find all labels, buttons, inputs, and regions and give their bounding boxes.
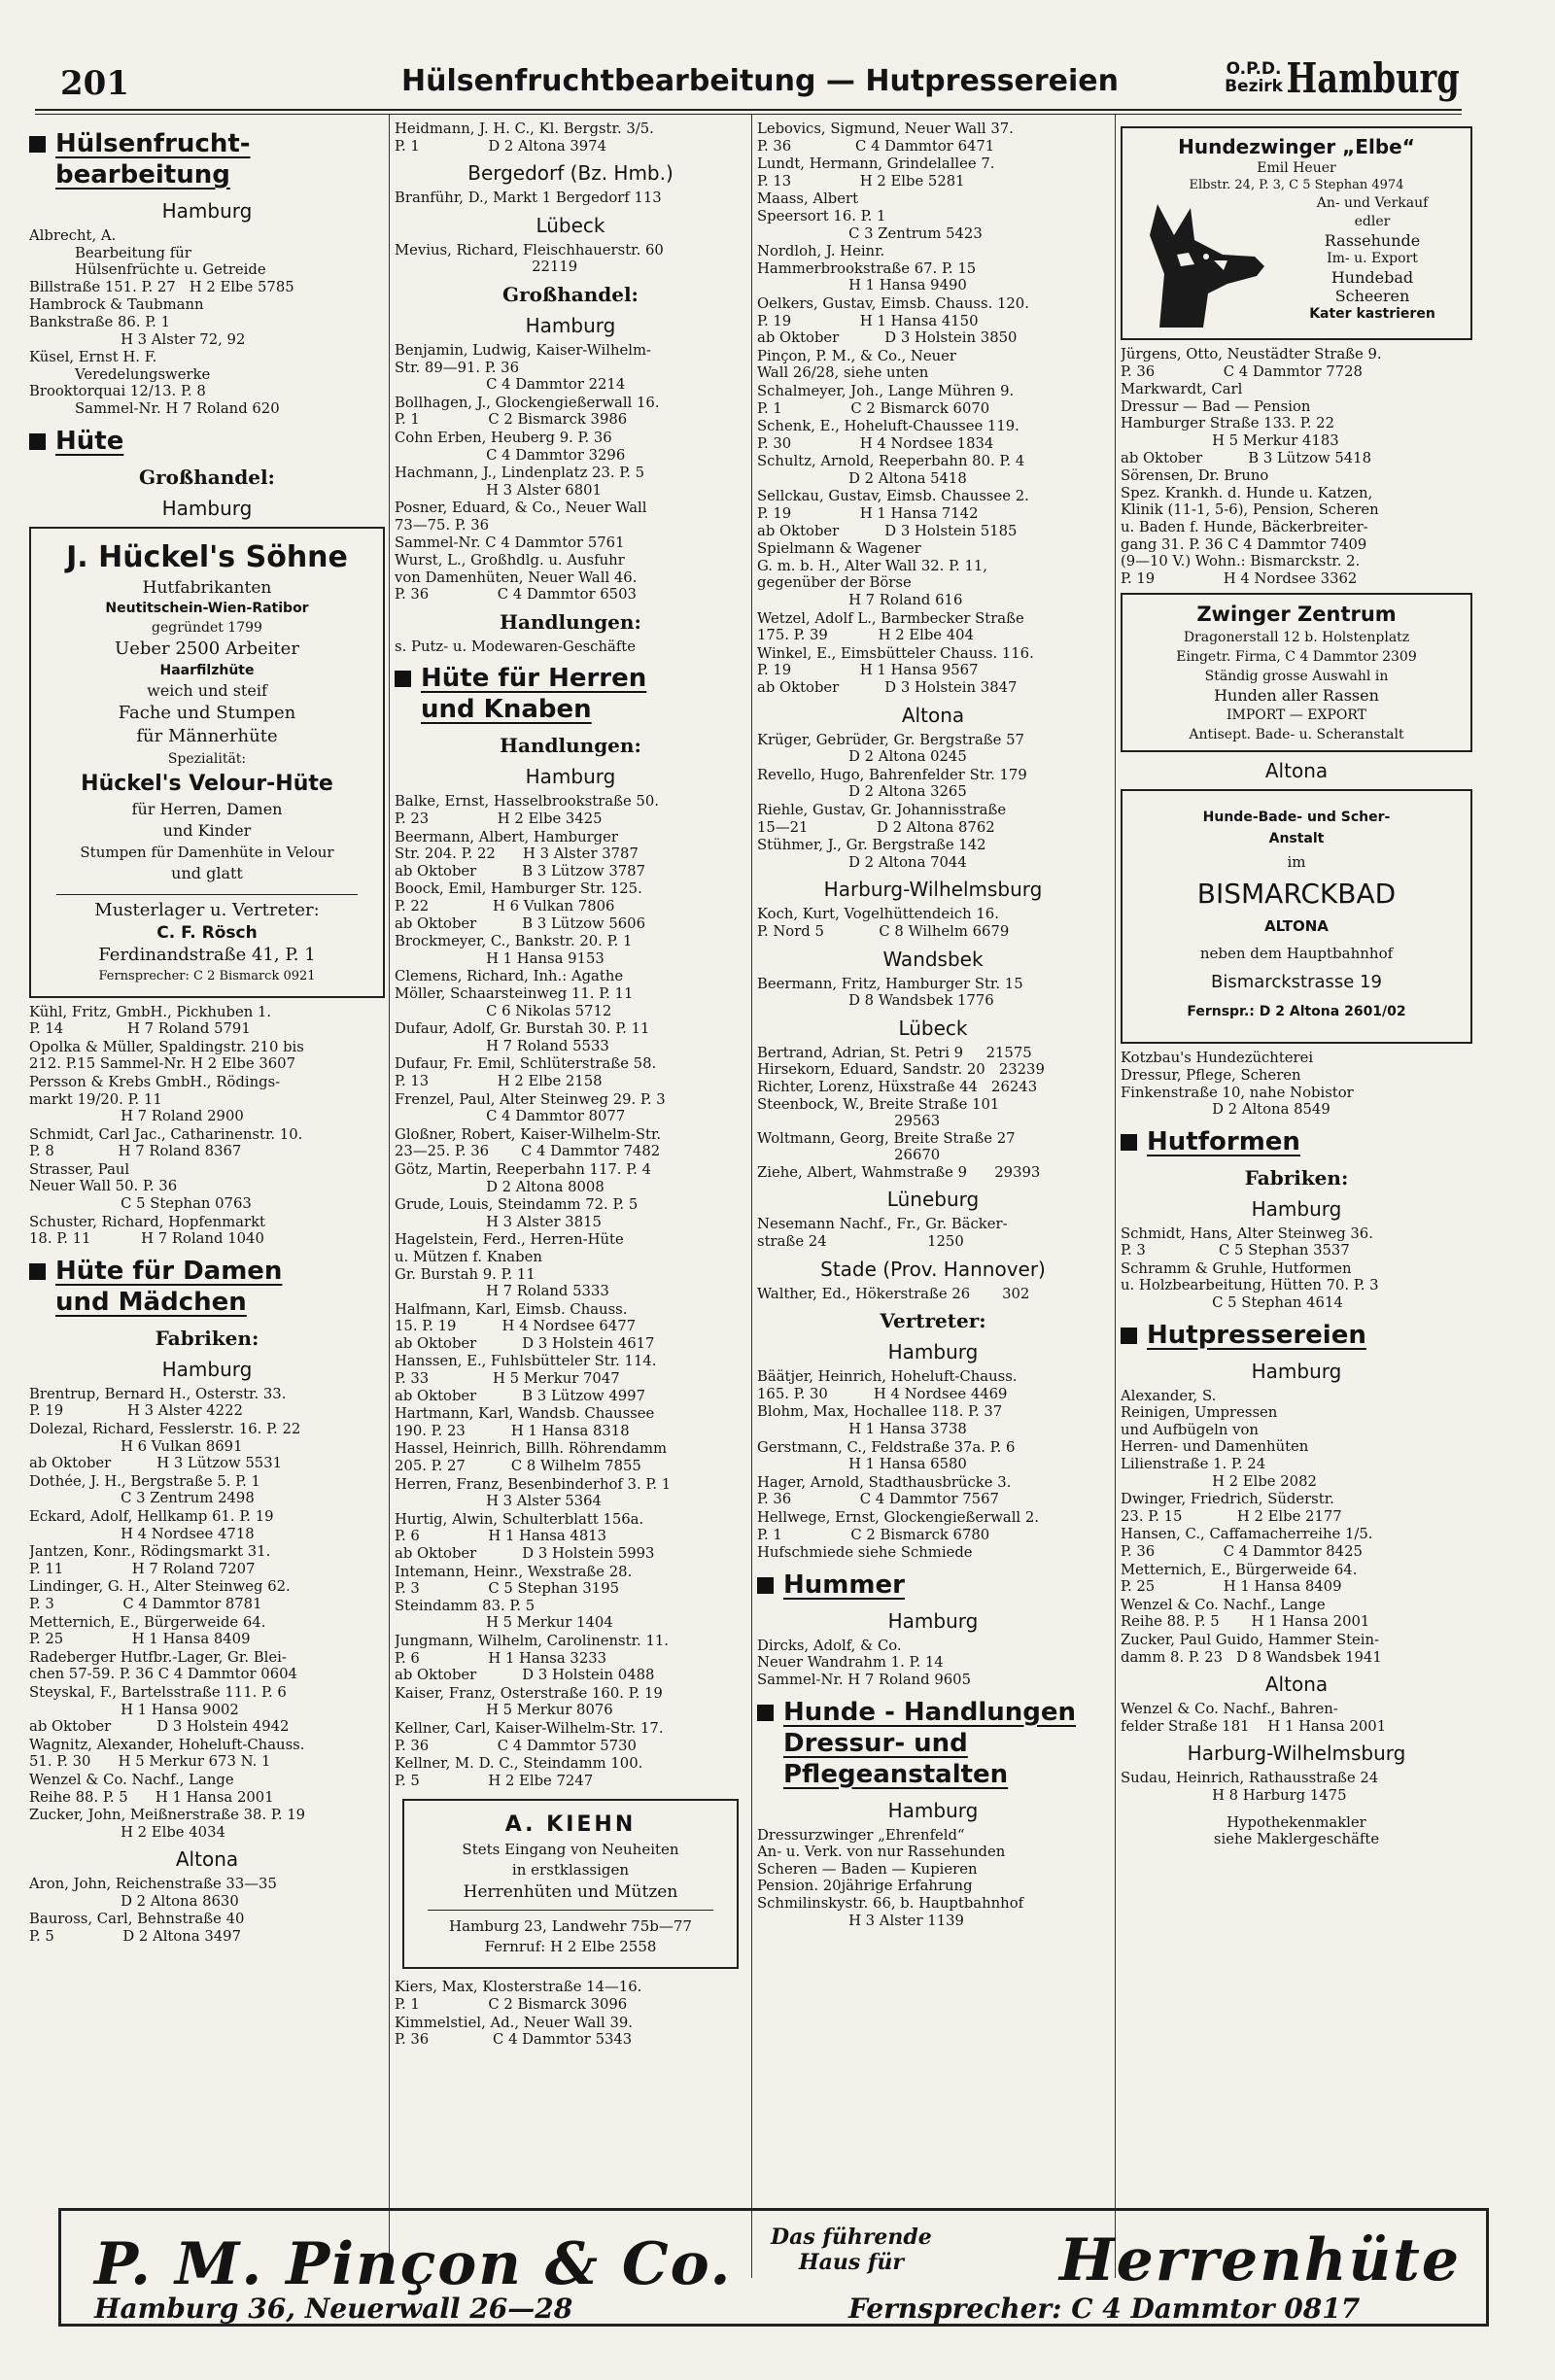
directory-entry: Posner, Eduard, & Co., Neuer Wall 73—75. P. 36 Sammel-Nr. C 4 Dammtor 5761 xyxy=(395,500,647,551)
directory-entry: Bäätjer, Heinrich, Hoheluft-Chauss. 165. P. 30 H 4 Nordsee 4469 xyxy=(757,1368,1018,1402)
directory-entry: Beermann, Fritz, Hamburger Str. 15 D 8 Wandsbek 1776 xyxy=(757,975,1023,1010)
section-heading xyxy=(1121,1126,1472,1157)
ad-line: Hunde-Bade- und Scher- xyxy=(1202,810,1391,826)
directory-entry: Strasser, Paul Neuer Wall 50. P. 36 C 5 Stephan 0763 xyxy=(29,1160,252,1213)
header-city: Hamburg xyxy=(1286,54,1460,102)
ad-title: BISMARCKBAD xyxy=(1196,878,1397,911)
ad-line: Ständig grosse Auswahl in xyxy=(1204,669,1389,685)
ad-line: ALTONA xyxy=(1264,917,1329,936)
column-divider xyxy=(751,115,752,2278)
directory-entry: Hellwege, Ernst, Glockengießerwall 2. P. 1 C 2 Bismarck 6780 xyxy=(757,1509,1039,1543)
directory-entry: Spielmann & Wagener G. m. b. H., Alter Wall 32. P. 11, gegenüber der Börse H 7 Roland 616 xyxy=(757,540,987,609)
directory-entry: Grude, Louis, Steindamm 72. P. 5 H 3 Alster 3815 xyxy=(395,1196,639,1230)
directory-entry: Mevius, Richard, Fleischhauerstr. 60 22119 xyxy=(395,241,664,276)
ad-line: für Männerhüte xyxy=(136,725,278,746)
city-heading: Harburg-Wilhelmsburg xyxy=(823,878,1043,902)
directory-entry: Dressurzwinger „Ehrenfeld“ An- u. Verk. von nur Rassehunden Scheren — Baden — Kupieren Pension. 20jährige Erfahrung Schmilinskystr. 66, b. Hauptbahnhof H 3 Alster 1139 xyxy=(757,1826,1024,1929)
ad-line: Hückel's Velour-Hüte xyxy=(81,771,333,796)
section-bullet-icon xyxy=(29,136,46,153)
ad-line: Eingetr. Firma, C 4 Dammtor 2309 xyxy=(1176,649,1417,666)
directory-entry: Krüger, Gebrüder, Gr. Bergstraße 57 D 2 Altona 0245 xyxy=(757,731,1024,766)
ad-title: Zwinger Zentrum xyxy=(1196,603,1397,627)
directory-entry: Walther, Ed., Hökerstraße 26 302 xyxy=(757,1285,1030,1302)
ad-line: weich und steif xyxy=(147,680,267,700)
city-heading: Bergedorf (Bz. Hmb.) xyxy=(467,161,674,186)
city-heading: Altona xyxy=(1264,1673,1329,1697)
directory-entry: Radeberger Hutfbr.-Lager, Gr. Blei- chen 57-59. P. 36 C 4 Dammtor 0604 xyxy=(29,1648,297,1683)
running-title: Hülsenfruchtbearbeitung — Hutpressereien xyxy=(401,64,1119,98)
column-2 xyxy=(395,121,746,2283)
directory-entry: Metternich, E., Bürgerweide 64. P. 25 H 1 Hansa 8409 xyxy=(1121,1561,1358,1596)
city-heading: Lüneburg xyxy=(886,1188,980,1212)
ad-line: Kater kastrieren xyxy=(1309,306,1435,322)
city-heading: Hamburg xyxy=(1251,1359,1342,1383)
directory-entry: Alexander, S. Reinigen, Umpressen und Aufbügeln von Herren- und Damenhüten Lilienstraße 1. P. 24 H 2 Elbe 2082 xyxy=(1121,1387,1317,1490)
directory-entry: Götz, Martin, Reeperbahn 117. P. 4 D 2 Altona 8008 xyxy=(395,1160,651,1195)
directory-entry: Hurtig, Alwin, Schulterblatt 156a. P. 6 H 1 Hansa 4813 ab Oktober D 3 Holstein 5993 xyxy=(395,1510,655,1562)
directory-entry: Cohn Erben, Heuberg 9. P. 36 C 4 Dammtor 3296 xyxy=(395,429,626,464)
pincon-slogan: Das führende Haus für xyxy=(771,2225,932,2275)
ad-line: Stumpen für Damenhüte in Velour xyxy=(80,843,334,861)
section-bullet-icon xyxy=(757,1705,774,1721)
directory-entry: Eckard, Adolf, Hellkamp 61. P. 19 H 4 Nordsee 4718 xyxy=(29,1508,274,1542)
page-header xyxy=(60,56,1460,113)
directory-entry: Sellckau, Gustav, Eimsb. Chaussee 2. P. 19 H 1 Hansa 7142 ab Oktober D 3 Holstein 5185 xyxy=(757,488,1029,539)
directory-entry: Dircks, Adolf, & Co. Neuer Wandrahm 1. P. 14 Sammel-Nr. H 7 Roland 9605 xyxy=(757,1637,972,1688)
ad-line: Fernruf: H 2 Elbe 2558 xyxy=(484,1938,657,1956)
ad-line: Bismarckstrasse 19 xyxy=(1211,972,1382,993)
ad-line: edler xyxy=(1354,214,1391,229)
directory-entry: Hassel, Heinrich, Billh. Röhrendamm 205. P. 27 C 8 Wilhelm 7855 xyxy=(395,1440,668,1475)
subsection-heading: Handlungen: xyxy=(500,734,641,758)
section-heading xyxy=(29,128,385,190)
directory-entry: Aron, John, Reichenstraße 33—35 D 2 Altona 8630 xyxy=(29,1876,277,1910)
ad-line: IMPORT — EXPORT xyxy=(1226,707,1366,724)
directory-entry: Sörensen, Dr. Bruno Spez. Krankh. d. Hunde u. Katzen, Klinik (11-1, 5-6), Pension, Scheren u. Baden f. Hunde, Bäckerbreiter- gang 31. P. 36 C 4 Dammtor 7409 (9—10 V.) Wohn.: Bismarckstr. 2. P. 19 H 4 Nordsee 3362 xyxy=(1121,467,1379,587)
directory-entry: Oelkers, Gustav, Eimsb. Chauss. 120. P. 19 H 1 Hansa 4150 ab Oktober D 3 Holstein 3850 xyxy=(757,294,1029,347)
directory-entry: Bertrand, Adrian, St. Petri 9 21575 Hirsekorn, Eduard, Sandstr. 20 23239 Richter, Lorenz, Hüxstraße 44 26243 Steenbock, W., Breite Straße 101 29563 Woltmann, Georg, Breite Straße 27 26670 Ziehe, Albert, Wahmstraße 9 29393 xyxy=(757,1044,1045,1181)
ad-line: für Herren, Damen xyxy=(131,799,283,818)
directory-entry: Bauross, Carl, Behnstraße 40 P. 5 D 2 Altona 3497 xyxy=(29,1911,245,1946)
directory-entry: Jantzen, Konr., Rödingsmarkt 31. P. 11 H 7 Roland 7207 xyxy=(29,1543,271,1577)
directory-entry: Kotzbau's Hundezüchterei Dressur, Pflege, Scheren Finkenstraße 10, nahe Nobistor D 2 Altona 8549 xyxy=(1121,1050,1354,1119)
directory-entry: Winkel, E., Eimsbütteler Chauss. 116. P. 19 H 1 Hansa 9567 ab Oktober D 3 Holstein 3847 xyxy=(757,644,1034,696)
section-bullet-icon xyxy=(29,433,46,450)
directory-entry: Kimmelstiel, Ad., Neuer Wall 39. P. 36 C 4 Dammtor 5343 xyxy=(395,2014,633,2049)
pincon-product: Herrenhüte xyxy=(1058,2226,1461,2294)
directory-entry: Hager, Arnold, Stadthausbrücke 3. P. 36 C 4 Dammtor 7567 xyxy=(757,1473,1012,1508)
ad-line: Spezialität: xyxy=(167,750,247,767)
directory-entry: Nordloh, J. Heinr. Hammerbrookstraße 67. P. 15 H 1 Hansa 9490 xyxy=(757,243,977,294)
directory-entry: Schalmeyer, Joh., Lange Mühren 9. P. 1 C 2 Bismarck 6070 xyxy=(757,382,1015,417)
directory-entry: Zucker, John, Meißnerstraße 38. P. 19 H 2 Elbe 4034 xyxy=(29,1807,306,1841)
directory-entry: Hambrock & Taubmann Bankstraße 86. P. 1 H 3 Alster 72, 92 xyxy=(29,296,246,348)
city-heading: Hamburg xyxy=(1251,1196,1342,1221)
ad-title: J. Hückel's Söhne xyxy=(66,539,348,574)
directory-entry: Beermann, Albert, Hamburger Str. 204. P. 22 H 3 Alster 3787 ab Oktober B 3 Lützow 3787 xyxy=(395,828,646,880)
section-bullet-icon xyxy=(395,671,411,687)
directory-entry: Benjamin, Ludwig, Kaiser-Wilhelm- Str. 89—91. P. 36 C 4 Dammtor 2214 xyxy=(395,341,652,394)
cross-reference: Hypothekenmakler siehe Maklergeschäfte xyxy=(1213,1813,1380,1848)
hueckel-advertisement xyxy=(29,527,385,998)
section-bullet-icon xyxy=(29,1263,46,1280)
ad-line: Musterlager u. Vertreter: xyxy=(94,899,320,920)
ad-line: Elbstr. 24, P. 3, C 5 Stephan 4974 xyxy=(1189,178,1404,192)
directory-entry: Kellner, M. D. C., Steindamm 100. P. 5 H 2 Elbe 7247 xyxy=(395,1755,643,1789)
pincon-phone: Fernsprecher: C 4 Dammtor 0817 xyxy=(848,2293,1361,2325)
ad-line: Haarfilzhüte xyxy=(159,662,255,678)
directory-entry: Steyskal, F., Bartelsstraße 111. P. 6 H 1 Hansa 9002 ab Oktober D 3 Holstein 4942 xyxy=(29,1683,290,1736)
directory-entry: Küsel, Ernst H. F. Veredelungswerke Brooktorquai 12/13. P. 8 Sammel-Nr. H 7 Roland 620 xyxy=(29,349,280,417)
directory-entry: Gloßner, Robert, Kaiser-Wilhelm-Str. 23—25. P. 36 C 4 Dammtor 7482 xyxy=(395,1125,662,1160)
section-bullet-icon xyxy=(1121,1134,1137,1151)
section-heading xyxy=(757,1697,1109,1790)
directory-entry: Riehle, Gustav, Gr. Johannisstraße 15—21 D 2 Altona 8762 xyxy=(757,801,1007,836)
directory-entry: Dwinger, Friedrich, Süderstr. 23. P. 15 H 2 Elbe 2177 xyxy=(1121,1491,1342,1525)
section-title: Hüte für Damen und Mädchen xyxy=(55,1256,283,1317)
directory-entry: Bollhagen, J., Glockengießerwall 16. P. 1 C 2 Bismarck 3986 xyxy=(395,394,660,429)
directory-entry: Halfmann, Karl, Eimsb. Chauss. 15. P. 19 H 4 Nordsee 6477 ab Oktober D 3 Holstein 4617 xyxy=(395,1300,655,1352)
subsection-heading: Vertreter: xyxy=(880,1309,986,1333)
directory-entry: Jungmann, Wilhelm, Carolinenstr. 11. P. 6 H 1 Hansa 3233 ab Oktober D 3 Holstein 0488 xyxy=(395,1632,669,1684)
directory-entry: Hachmann, J., Lindenplatz 23. P. 5 H 3 Alster 6801 xyxy=(395,465,645,499)
opd-label: O.P.D. Bezirk xyxy=(1225,59,1283,96)
directory-entry: Hufschmiede siehe Schmiede xyxy=(757,1544,973,1562)
directory-entry: Wenzel & Co. Nachf., Lange Reihe 88. P. 5 H 1 Hansa 2001 xyxy=(1121,1596,1370,1631)
subsection-heading: Handlungen: xyxy=(500,609,641,634)
directory-entry: Kaiser, Franz, Osterstraße 160. P. 19 H 5 Merkur 8076 xyxy=(395,1684,663,1719)
directory-entry: Hansen, C., Caffamacherreihe 1/5. P. 36 C 4 Dammtor 8425 xyxy=(1121,1526,1373,1560)
directory-entry: Hanssen, E., Fuhlsbütteler Str. 114. P. 33 H 5 Merkur 7047 ab Oktober B 3 Lützow 4997 xyxy=(395,1353,657,1404)
section-title: Hutpressereien xyxy=(1147,1320,1366,1350)
pincon-name: P. M. Pinçon & Co. xyxy=(94,2230,733,2298)
zentrum-advertisement xyxy=(1121,593,1472,752)
directory-entry: Wetzel, Adolf L., Barmbecker Straße 175. P. 39 H 2 Elbe 404 xyxy=(757,609,1024,644)
city-heading: Altona xyxy=(175,1847,239,1872)
directory-entry: Maass, Albert Speersort 16. P. 1 C 3 Zentrum 5423 xyxy=(757,190,983,242)
directory-entry: Schultz, Arnold, Reeperbahn 80. P. 4 D 2 Altona 5418 xyxy=(757,453,1025,487)
elbe-advertisement xyxy=(1121,126,1472,340)
city-heading: Stade (Prov. Hannover) xyxy=(820,1257,1046,1281)
column-divider xyxy=(389,115,390,2278)
ad-line: Antisept. Bade- u. Scheranstalt xyxy=(1189,727,1404,743)
directory-entry: Sudau, Heinrich, Rathausstraße 24 H 8 Harburg 1475 xyxy=(1121,1770,1379,1804)
ad-title: Hundezwinger „Elbe“ xyxy=(1178,135,1415,158)
directory-entry: Metternich, E., Bürgerweide 64. P. 25 H 1 Hansa 8409 xyxy=(29,1613,266,1648)
ad-line: gegründet 1799 xyxy=(152,619,262,636)
directory-entry: Lebovics, Sigmund, Neuer Wall 37. P. 36 C 4 Dammtor 6471 xyxy=(757,121,1014,155)
ad-line: Fernspr.: D 2 Altona 2601/02 xyxy=(1187,1004,1406,1020)
header-rule xyxy=(35,109,1462,111)
section-bullet-icon xyxy=(1121,1328,1137,1344)
ad-line: Rassehunde xyxy=(1324,231,1421,250)
directory-entry: Wenzel & Co. Nachf., Lange Reihe 88. P. 5 H 1 Hansa 2001 xyxy=(29,1771,274,1806)
ad-line: Fache und Stumpen xyxy=(118,702,296,723)
directory-entry: Gerstmann, C., Feldstraße 37a. P. 6 H 1 Hansa 6580 xyxy=(757,1438,1016,1473)
city-heading: Harburg-Wilhelmsburg xyxy=(1187,1742,1406,1766)
column-3 xyxy=(757,121,1109,2283)
directory-entry: Persson & Krebs GmbH., Rödings- markt 19/20. P. 11 H 7 Roland 2900 xyxy=(29,1073,281,1125)
city-heading: Altona xyxy=(1264,759,1329,783)
ad-line: Neutitschein-Wien-Ratibor xyxy=(105,600,309,616)
subsection-heading: Fabriken: xyxy=(155,1326,259,1350)
directory-entry: Albrecht, A. Bearbeitung für Hülsenfrüchte u. Getreide Billstraße 151. P. 27 H 2 Elbe 5785 xyxy=(29,227,294,295)
ad-divider xyxy=(428,1910,713,1911)
directory-entry: Hagelstein, Ferd., Herren-Hüte u. Mützen f. Knaben Gr. Burstah 9. P. 11 H 7 Roland 5333 xyxy=(395,1231,624,1300)
directory-entry: Opolka & Müller, Spaldingstr. 210 bis 212. P.15 Sammel-Nr. H 2 Elbe 3607 xyxy=(29,1038,304,1073)
directory-entry: Zucker, Paul Guido, Hammer Stein- damm 8. P. 23 D 8 Wandsbek 1941 xyxy=(1121,1631,1382,1666)
section-title: Hunde - Handlungen Dressur- und Pflegeanstalten xyxy=(783,1697,1077,1789)
dog-icon xyxy=(1130,196,1276,332)
ad-line: und glatt xyxy=(171,863,243,882)
directory-entry: Schuster, Richard, Hopfenmarkt 18. P. 11 H 7 Roland 1040 xyxy=(29,1213,265,1248)
bismarckbad-advertisement xyxy=(1121,789,1472,1044)
directory-entry: Kiers, Max, Klosterstraße 14—16. P. 1 C 2 Bismarck 3096 xyxy=(395,1979,642,2013)
ad-line: Hundebad xyxy=(1330,268,1414,287)
directory-entry: Brentrup, Bernard H., Osterstr. 33. P. 19 H 3 Alster 4222 xyxy=(29,1385,287,1420)
section-title: Hutformen xyxy=(1147,1126,1300,1156)
directory-entry: Dolezal, Richard, Fesslerstr. 16. P. 22 H 6 Vulkan 8691 ab Oktober H 3 Lützow 5531 xyxy=(29,1421,301,1472)
ad-line: Ueber 2500 Arbeiter xyxy=(115,638,299,659)
directory-entry: Koch, Kurt, Vogelhüttendeich 16. P. Nord 5 C 8 Wilhelm 6679 xyxy=(757,906,1010,940)
ad-line: Anstalt xyxy=(1268,831,1325,847)
city-heading: Hamburg xyxy=(525,313,616,337)
section-heading xyxy=(29,426,385,457)
ad-line: Im- u. Export xyxy=(1327,251,1418,266)
section-title: Hülsenfrucht- bearbeitung xyxy=(55,129,251,190)
section-heading xyxy=(395,663,746,725)
ad-line: Fernsprecher: C 2 Bismarck 0921 xyxy=(98,968,316,983)
city-heading: Altona xyxy=(901,703,965,727)
directory-entry: Dothée, J. H., Bergstraße 5. P. 1 C 3 Zentrum 2498 xyxy=(29,1472,260,1507)
kiehn-advertisement xyxy=(402,1799,739,1969)
directory-entry: Revello, Hugo, Bahrenfelder Str. 179 D 2 Altona 3265 xyxy=(757,766,1027,801)
directory-entry: Kellner, Carl, Kaiser-Wilhelm-Str. 17. P. 36 C 4 Dammtor 5730 xyxy=(395,1719,664,1754)
ad-line: Emil Heuer xyxy=(1257,160,1336,176)
ad-line: Hamburg 23, Landwehr 75b—77 xyxy=(449,1917,692,1936)
directory-entry: Schmidt, Carl Jac., Catharinenstr. 10. P. 8 H 7 Roland 8367 xyxy=(29,1125,303,1160)
directory-entry: Herren, Franz, Besenbinderhof 3. P. 1 H 3 Alster 5364 xyxy=(395,1475,672,1510)
directory-entry: Balke, Ernst, Hasselbrookstraße 50. P. 23 H 2 Elbe 3425 xyxy=(395,793,659,828)
column-4 xyxy=(1121,121,1472,2283)
city-heading: Hamburg xyxy=(161,496,253,520)
ad-line: in erstklassigen xyxy=(511,1861,630,1880)
subsection-heading: Großhandel: xyxy=(139,465,275,489)
section-bullet-icon xyxy=(757,1577,774,1594)
section-title: Hüte für Herren und Knaben xyxy=(421,664,647,725)
ad-line: Dragonerstall 12 b. Holstenplatz xyxy=(1183,630,1410,646)
city-heading: Hamburg xyxy=(887,1340,979,1364)
directory-entry: Boock, Emil, Hamburger Str. 125. P. 22 H 6 Vulkan 7806 ab Oktober B 3 Lützow 5606 xyxy=(395,880,646,932)
directory-entry: Stühmer, J., Gr. Bergstraße 142 D 2 Altona 7044 xyxy=(757,837,986,871)
ad-divider xyxy=(56,894,358,895)
column-divider xyxy=(1115,115,1116,2278)
subsection-heading: Fabriken: xyxy=(1244,1165,1349,1190)
directory-entry: Intemann, Heinr., Wexstraße 28. P. 3 C 5 Stephan 3195 Steindamm 83. P. 5 H 5 Merkur 1404 xyxy=(395,1563,633,1632)
section-title: Hummer xyxy=(783,1569,905,1600)
pincon-address: Hamburg 36, Neuerwall 26—28 xyxy=(94,2293,573,2325)
ad-line: im xyxy=(1287,853,1306,872)
column-1 xyxy=(29,121,385,2283)
section-heading xyxy=(1121,1320,1472,1351)
ad-line: Herrenhüten und Mützen xyxy=(463,1882,678,1903)
city-heading: Lübeck xyxy=(536,213,605,237)
city-heading: Wandsbek xyxy=(882,947,984,971)
directory-entry: Wurst, L., Großhdlg. u. Ausfuhr von Damenhüten, Neuer Wall 46. P. 36 C 4 Dammtor 6503 xyxy=(395,552,638,604)
directory-entry: Lindinger, G. H., Alter Steinweg 62. P. 3 C 4 Dammtor 8781 xyxy=(29,1578,291,1612)
directory-entry: Nesemann Nachf., Fr., Gr. Bäcker- straße 24 1250 xyxy=(757,1216,1008,1251)
section-title: Hüte xyxy=(55,426,124,456)
directory-entry: Schramm & Gruhle, Hutformen u. Holzbearbeitung, Hütten 70. P. 3 C 5 Stephan 4614 xyxy=(1121,1259,1379,1312)
section-heading xyxy=(757,1569,1109,1601)
directory-entry: Dufaur, Fr. Emil, Schlüterstraße 58. P. 13 H 2 Elbe 2158 xyxy=(395,1055,657,1089)
directory-entry: Lundt, Hermann, Grindelallee 7. P. 13 H 2 Elbe 5281 xyxy=(757,155,995,190)
directory-entry: Blohm, Max, Hochallee 118. P. 37 H 1 Hansa 3738 xyxy=(757,1403,1003,1438)
ad-line: Hutfabrikanten xyxy=(142,577,272,598)
directory-entry: Frenzel, Paul, Alter Steinweg 29. P. 3 C 4 Dammtor 8077 xyxy=(395,1090,666,1125)
city-heading: Hamburg xyxy=(887,1798,979,1822)
ad-line: Ferdinandstraße 41, P. 1 xyxy=(98,944,316,965)
ad-line: neben dem Hauptbahnhof xyxy=(1199,945,1394,963)
directory-entry: Hartmann, Karl, Wandsb. Chaussee 190. P. 23 H 1 Hansa 8318 xyxy=(395,1405,655,1439)
directory-entry: Clemens, Richard, Inh.: Agathe Möller, Schaarsteinweg 11. P. 11 C 6 Nikolas 5712 xyxy=(395,968,634,1019)
directory-entry: Kühl, Fritz, GmbH., Pickhuben 1. P. 14 H 7 Roland 5791 xyxy=(29,1003,272,1038)
ad-line: Hunden aller Rassen xyxy=(1214,686,1379,706)
ad-line: An- und Verkauf xyxy=(1316,195,1429,211)
directory-entry: Jürgens, Otto, Neustädter Straße 9. P. 36 C 4 Dammtor 7728 xyxy=(1121,346,1382,380)
directory-entry: Pinçon, P. M., & Co., Neuer Wall 26/28, siehe unten xyxy=(757,347,956,382)
city-heading: Hamburg xyxy=(887,1608,979,1633)
directory-entry: Wagnitz, Alexander, Hoheluft-Chauss. 51. P. 30 H 5 Merkur 673 N. 1 xyxy=(29,1736,305,1771)
city-heading: Lübeck xyxy=(898,1016,968,1040)
subsection-heading: Großhandel: xyxy=(502,282,639,306)
directory-entry: s. Putz- u. Modewaren-Geschäfte xyxy=(395,638,636,655)
ad-title: A. KIEHN xyxy=(504,1812,637,1838)
directory-entry: Schenk, E., Hoheluft-Chaussee 119. P. 30 H 4 Nordsee 1834 xyxy=(757,418,1019,452)
ad-line: Scheeren xyxy=(1334,287,1410,305)
city-heading: Hamburg xyxy=(525,765,616,789)
directory-entry: Schmidt, Hans, Alter Steinweg 36. P. 3 C 5 Stephan 3537 xyxy=(1121,1224,1373,1259)
directory-entry: Heidmann, J. H. C., Kl. Bergstr. 3/5. P. 1 D 2 Altona 3974 xyxy=(395,121,654,155)
city-heading: Hamburg xyxy=(161,1357,253,1381)
directory-entry: Dufaur, Adolf, Gr. Burstah 30. P. 11 H 7 Roland 5533 xyxy=(395,1020,650,1054)
header-rule-thin xyxy=(35,114,1462,115)
directory-entry: Markwardt, Carl Dressur — Bad — Pension Hamburger Straße 133. P. 22 H 5 Merkur 4183 ab Oktober B 3 Lützow 5418 xyxy=(1121,381,1372,466)
directory-entry: Wenzel & Co. Nachf., Bahren- felder Straße 181 H 1 Hansa 2001 xyxy=(1121,1701,1387,1735)
city-heading: Hamburg xyxy=(161,199,253,223)
directory-entry: Branführ, D., Markt 1 Bergedorf 113 xyxy=(395,190,662,207)
ad-line: und Kinder xyxy=(162,820,252,840)
section-heading xyxy=(29,1256,385,1318)
pincon-advertisement xyxy=(58,2208,1489,2327)
ad-line: C. F. Rösch xyxy=(156,922,258,943)
ad-line: Stets Eingang von Neuheiten xyxy=(462,1841,679,1859)
page-number: 201 xyxy=(60,64,129,103)
directory-entry: Brockmeyer, C., Bankstr. 20. P. 1 H 1 Hansa 9153 xyxy=(395,933,633,967)
